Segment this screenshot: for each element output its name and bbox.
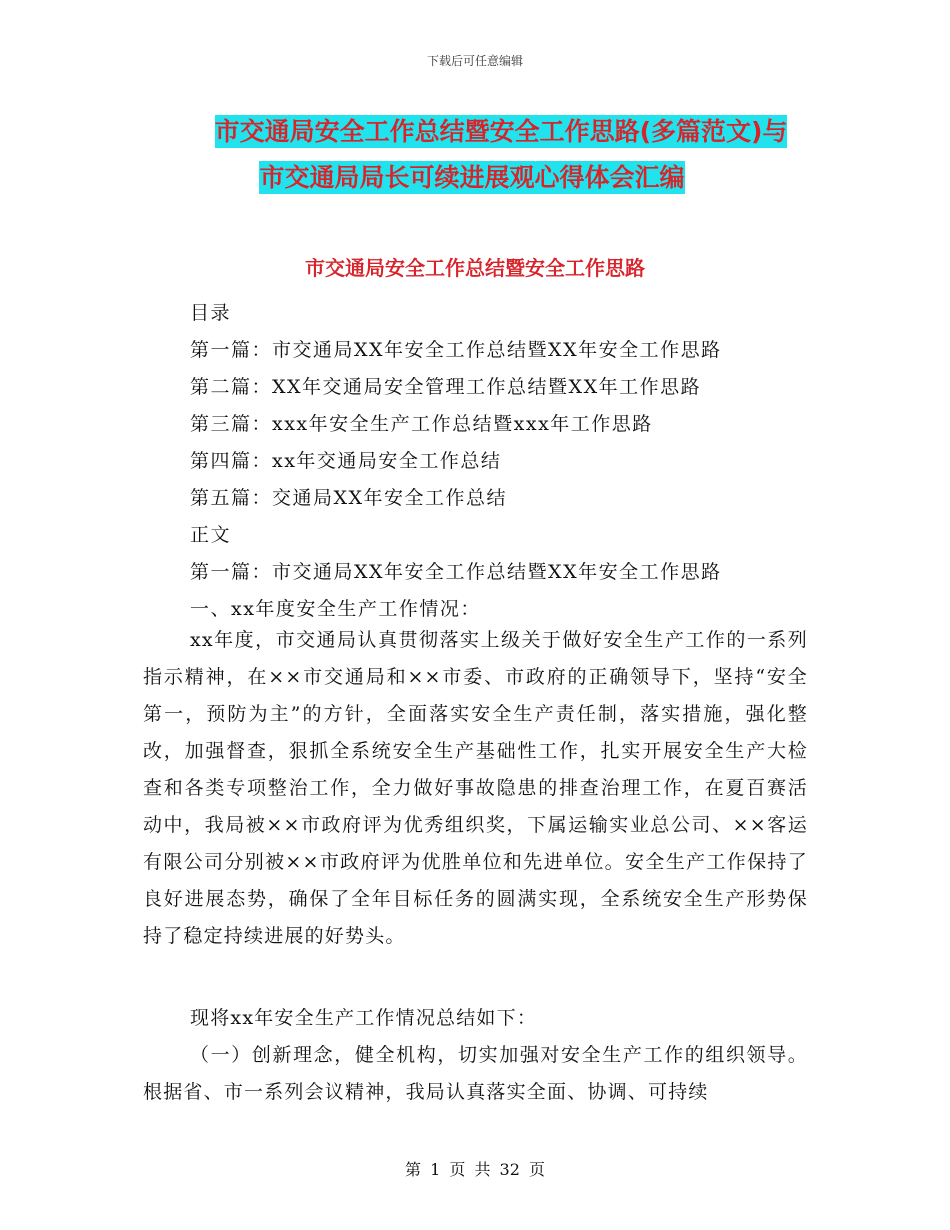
document-title-line-2: 市交通局局长可续进展观心得体会汇编 — [259, 163, 685, 192]
toc-item-5: 第五篇：交通局XX年安全工作总结 — [190, 487, 508, 509]
section-title: 市交通局安全工作总结暨安全工作思路 — [305, 256, 645, 280]
paragraph-2: 现将xx年安全生产工作情况总结如下： — [190, 1007, 538, 1029]
document-title-line-1: 市交通局安全工作总结暨安全工作思路(多篇范文)与 — [214, 117, 788, 146]
page-header: 下载后可任意编辑 — [426, 54, 523, 68]
page-footer: 第 1 页 共 32 页 — [405, 1160, 545, 1179]
toc-item-3: 第三篇：xxx年安全生产工作总结暨xxx年工作思路 — [190, 413, 653, 435]
body-heading: 正文 — [190, 524, 232, 546]
toc-item-1: 第一篇：市交通局XX年安全工作总结暨XX年安全工作思路 — [190, 339, 722, 361]
part-1-title: 第一篇：市交通局XX年安全工作总结暨XX年安全工作思路 — [190, 561, 722, 583]
paragraph-1: xx年度，市交通局认真贯彻落实上级关于做好安全生产工作的一系列指示精神，在××市交通局和××市委、市政府的正确领导下，坚持“安全第一，预防为主”的方针，全面落实安全生产责任制，落实措施，强化整改，加强督查，狠抓全系统安全生产基础性工作，扎实开展安全生产大检查和各类专项整治工作，全力做好事故隐患的排查治理工作，在夏百赛活动中，我局被××市政府评为优秀组织奖，下属运输实业总公司、××客运有限公司分别被××市政府评为优胜单位和先进单位。安全生产工作保持了良好进展态势，确保了全年目标任务的圆满实现，全系统安全生产形势保持了稳定持续进展的好势头。 — [143, 629, 808, 947]
toc-item-4: 第四篇：xx年交通局安全工作总结 — [190, 450, 502, 472]
section-1-title: 一、xx年度安全生产工作情况： — [190, 598, 481, 620]
toc-heading: 目录 — [190, 302, 232, 324]
paragraph-3: （一）创新理念，健全机构，切实加强对安全生产工作的组织领导。根据省、市一系列会议精神，我局认真落实全面、协调、可持续 — [143, 1044, 808, 1103]
toc-item-2: 第二篇：XX年交通局安全管理工作总结暨XX年工作思路 — [190, 376, 702, 398]
